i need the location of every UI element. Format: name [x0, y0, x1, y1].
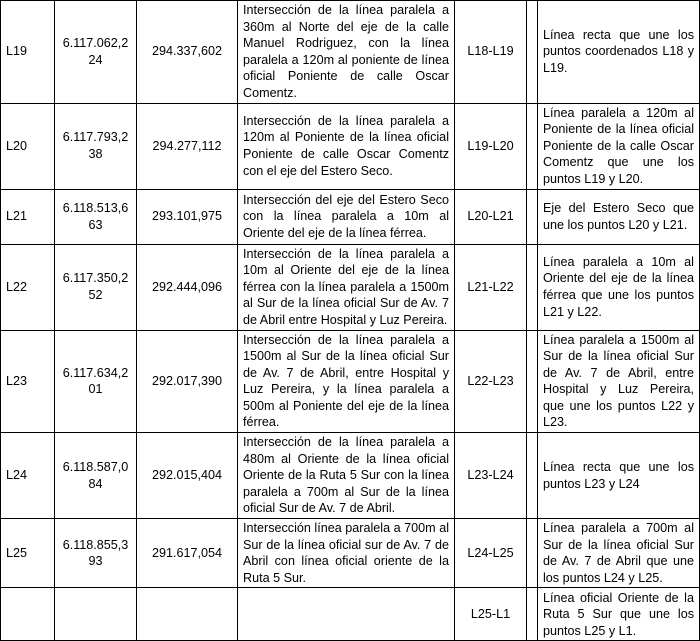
segment-description: Línea oficial Oriente de la Ruta 5 Sur que une los puntos L25 y L1.: [538, 588, 700, 641]
point-description: [238, 588, 455, 641]
segment-code: L21-L22: [455, 244, 527, 330]
point-description: Intersección línea paralela a 700m al Sur de la línea oficial sur de Av. 7 de Abril con línea oficial oriente de la Ruta 5 Sur.: [238, 519, 455, 588]
point-code: L23: [1, 330, 55, 433]
table-row: [1, 244, 700, 330]
spacer-cell: [527, 588, 538, 641]
spacer-cell: [527, 433, 538, 519]
east-coordinate: 292.444,096: [137, 244, 238, 330]
spacer-cell: [527, 189, 538, 244]
north-coordinate: 6.117.634,201: [55, 330, 137, 433]
east-coordinate: 293.101,975: [137, 189, 238, 244]
point-description: Intersección de la línea paralela a 10m al Oriente del eje de la línea férrea con la línea paralela a 1500m al Sur de la línea oficial Sur de Av. 7 de Abril entre Hospital y Luz Pereira.: [238, 244, 455, 330]
table-row: [1, 330, 700, 433]
point-code: L20: [1, 103, 55, 189]
north-coordinate: 6.117.062,224: [55, 1, 137, 104]
segment-description: Línea paralela a 1500m al Sur de la línea oficial Sur de Av. 7 de Abril, entre Hospital y Luz Pereira, que une los puntos L22 y L23.: [538, 330, 700, 433]
segment-code: L25-L1: [455, 588, 527, 641]
east-coordinate: [137, 588, 238, 641]
table-row: [1, 1, 700, 104]
segment-code: L18-L19: [455, 1, 527, 104]
point-code: L19: [1, 1, 55, 104]
point-description: Intersección de la línea paralela a 120m al Poniente de la línea oficial Poniente de calle Oscar Comentz con el eje del Estero Seco.: [238, 103, 455, 189]
east-coordinate: 294.337,602: [137, 1, 238, 104]
east-coordinate: 291.617,054: [137, 519, 238, 588]
segment-description: Línea recta que une los puntos L23 y L24: [538, 433, 700, 519]
table-row: [1, 588, 700, 641]
north-coordinate: 6.118.513,663: [55, 189, 137, 244]
point-code: L24: [1, 433, 55, 519]
point-description: Intersección de la línea paralela a 360m al Norte del eje de la calle Manuel Rodriguez, con la línea paralela a 120m al poniente de línea oficial Poniente de calle Oscar Comentz.: [238, 1, 455, 104]
point-code: L21: [1, 189, 55, 244]
point-code: L25: [1, 519, 55, 588]
north-coordinate: 6.117.793,238: [55, 103, 137, 189]
segment-code: L20-L21: [455, 189, 527, 244]
east-coordinate: 292.015,404: [137, 433, 238, 519]
spacer-cell: [527, 244, 538, 330]
segment-code: L22-L23: [455, 330, 527, 433]
north-coordinate: 6.117.350,252: [55, 244, 137, 330]
point-code: [1, 588, 55, 641]
spacer-cell: [527, 103, 538, 189]
segment-description: Línea recta que une los puntos coordenados L18 y L19.: [538, 1, 700, 104]
segment-code: L23-L24: [455, 433, 527, 519]
north-coordinate: 6.118.587,084: [55, 433, 137, 519]
table-row: [1, 519, 700, 588]
segment-code: L24-L25: [455, 519, 527, 588]
spacer-cell: [527, 519, 538, 588]
segment-description: Eje del Estero Seco que une los puntos L20 y L21.: [538, 189, 700, 244]
point-description: Intersección del eje del Estero Seco con la línea paralela a 10m al Oriente del eje de la línea férrea.: [238, 189, 455, 244]
table-row: [1, 189, 700, 244]
spacer-cell: [527, 1, 538, 104]
spacer-cell: [527, 330, 538, 433]
north-coordinate: [55, 588, 137, 641]
north-coordinate: 6.118.855,393: [55, 519, 137, 588]
point-code: L22: [1, 244, 55, 330]
table-row: [1, 433, 700, 519]
segment-description: Línea paralela a 700m al Sur de la línea oficial Sur de Av. 7 de Abril que une los puntos L24 y L25.: [538, 519, 700, 588]
segment-code: L19-L20: [455, 103, 527, 189]
segment-description: Línea paralela a 10m al Oriente del eje de la línea férrea que une los puntos L21 y L22.: [538, 244, 700, 330]
point-description: Intersección de la línea paralela a 480m al Oriente de la línea oficial Oriente de la Ruta 5 Sur con la línea paralela a 700m al Sur de la línea oficial Sur de Av. 7 de Abril.: [238, 433, 455, 519]
east-coordinate: 294.277,112: [137, 103, 238, 189]
segment-description: Línea paralela a 120m al Poniente de la línea oficial Poniente de la calle Oscar Comentz que une los puntos L19 y L20.: [538, 103, 700, 189]
east-coordinate: 292.017,390: [137, 330, 238, 433]
table-row: [1, 103, 700, 189]
point-description: Intersección de la línea paralela a 1500m al Sur de la línea oficial Sur de Av. 7 de Abril, entre Hospital y Luz Pereira, y la línea paralela a 500m al Poniente del eje de la línea férrea.: [238, 330, 455, 433]
